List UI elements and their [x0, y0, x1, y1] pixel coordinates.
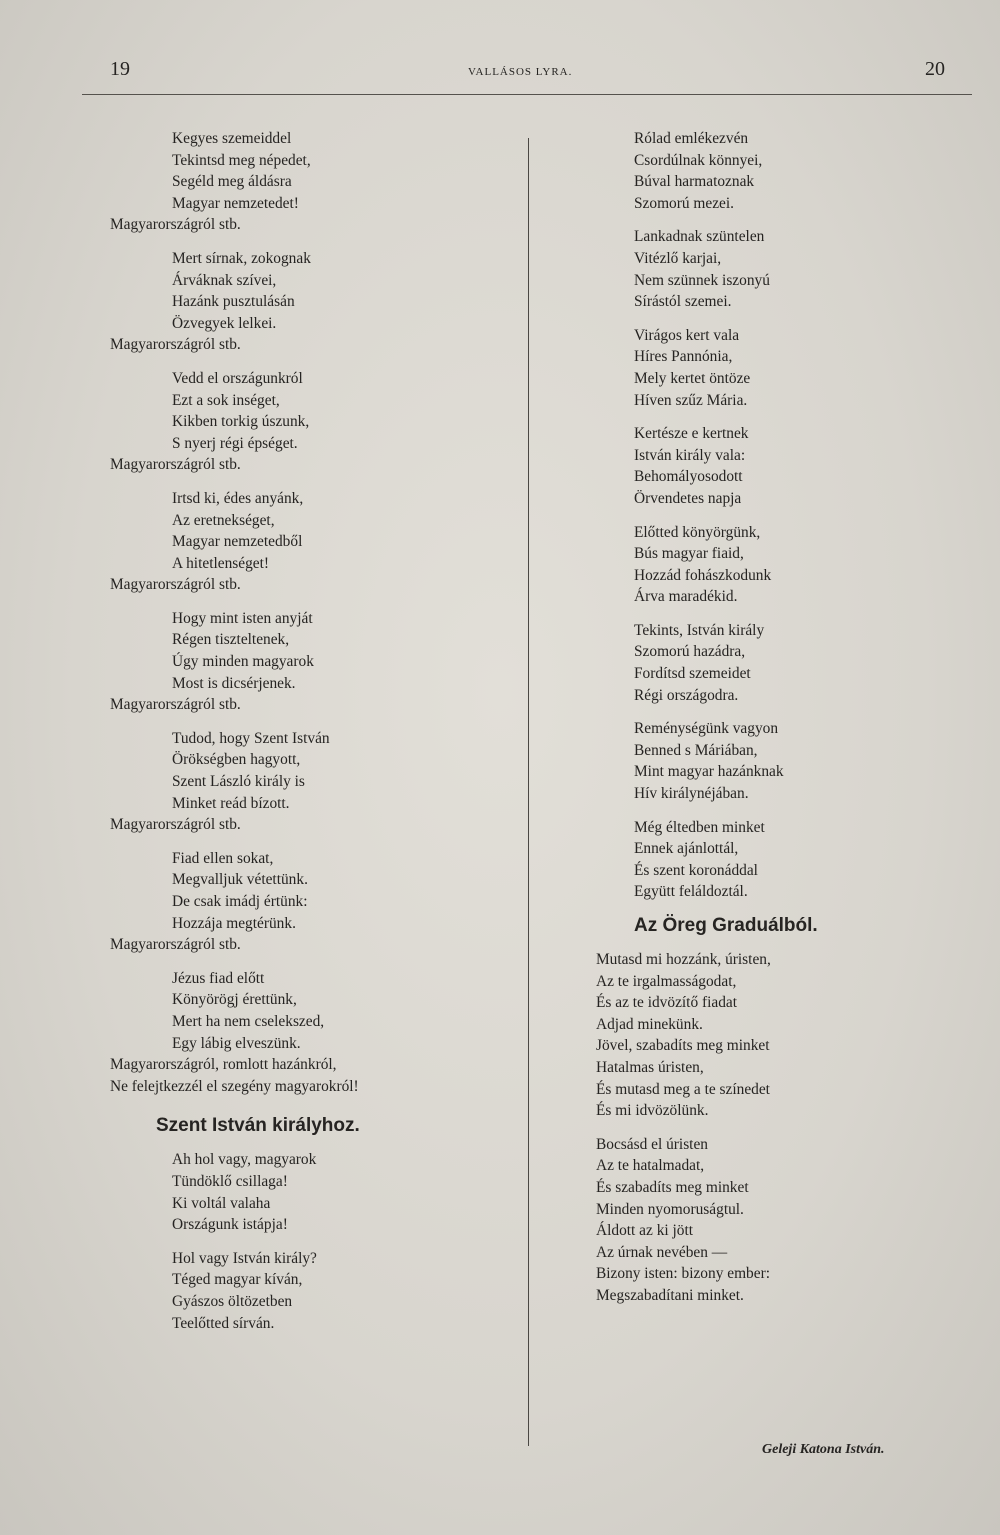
verse-line: A hitetlenséget! [172, 554, 270, 572]
verse-line: Irtsd ki, édes anyánk, [172, 489, 304, 507]
verse-line: Fiad ellen sokat, [172, 849, 274, 867]
refrain-line: Magyarországról stb. [110, 936, 241, 954]
verse-line: Ezt a sok inséget, [172, 391, 280, 409]
verse-line: Nem szünnek iszonyú [634, 271, 770, 289]
verse-line: Szent László király is [172, 773, 305, 791]
verse-line: Hozzája megtérünk. [172, 914, 296, 932]
verse-line: Szomorú mezei. [634, 194, 735, 212]
verse-line: Együtt feláldoztál. [634, 883, 748, 901]
refrain-line: Magyarországról stb. [110, 696, 241, 714]
verse-line: Hazánk pusztulásán [172, 293, 295, 311]
verse-line: Özvegyek lelkei. [172, 314, 277, 332]
verse-line: Mutasd mi hozzánk, úristen, [596, 951, 771, 968]
stanza [110, 488, 510, 596]
verse-line: Hozzád fohászkodunk [634, 566, 772, 584]
verse-line: Kikben torkig úszunk, [172, 413, 310, 431]
verse-line: Még éltedben minket [634, 818, 765, 836]
verse-line: Segéld meg áldásra [172, 173, 292, 191]
verse-line: Behomályosodott [634, 468, 743, 486]
stanza [110, 728, 510, 836]
verse-line: Országunk istápja! [172, 1216, 288, 1234]
verse-line: Mint magyar hazánknak [634, 763, 784, 781]
verse-line: Teelőtted sírván. [172, 1314, 275, 1332]
stanza [596, 1134, 976, 1307]
poem-title-oreg-gradual: Az Öreg Graduálból. [634, 915, 818, 936]
verse-line: Tündöklő csillaga! [172, 1172, 288, 1190]
verse-line: Mert sírnak, zokognak [172, 249, 311, 267]
verse-line: És szent koronáddal [634, 861, 758, 879]
verse-line: Minden nyomoruságtul. [596, 1200, 744, 1218]
verse-line: Virágos kert vala [634, 326, 740, 344]
verse-line: Híres Pannónia, [634, 348, 733, 366]
verse-line: Megvalljuk vétettünk. [172, 871, 308, 889]
verse-line: Minket reád bízott. [172, 794, 290, 812]
verse-line: Gyászos öltözetben [172, 1292, 293, 1310]
verse-line: Örökségben hagyott, [172, 751, 301, 769]
verse-line: Tudod, hogy Szent István [172, 729, 330, 747]
verse-line: Az úrnak nevében — [596, 1243, 728, 1261]
verse-line: Könyörögj érettünk, [172, 991, 297, 1009]
verse-line: Sírástól szemei. [634, 293, 732, 311]
stanza [596, 226, 976, 312]
stanza [110, 128, 510, 236]
verse-line: Régi országodra. [634, 686, 739, 704]
page-number-left: 19 [110, 58, 130, 80]
verse-line: Árva maradékid. [634, 588, 738, 606]
verse-line: Megszabadítani minket. [596, 1286, 744, 1304]
page-header [0, 58, 1000, 98]
refrain-line: Magyarországról stb. [110, 456, 241, 474]
verse-line: Hív királynéjában. [634, 785, 749, 803]
verse-line: Tekintsd meg népedet, [172, 151, 311, 169]
poem-title-szent-istvan: Szent István királyhoz. [156, 1115, 360, 1137]
verse-line: Árváknak szívei, [172, 271, 277, 289]
verse-line: Hogy mint isten anyját [172, 609, 313, 627]
verse-line: Magyar nemzetedből [172, 533, 303, 551]
verse-line: Hol vagy István király? [172, 1249, 317, 1267]
stanza [596, 718, 976, 804]
header-rule [82, 94, 972, 95]
verse-line: Jövel, szabadíts meg minket [596, 1037, 770, 1055]
stanza [110, 368, 510, 476]
refrain-line: Magyarországról stb. [110, 816, 241, 834]
verse-line: Bocsásd el úristen [596, 1135, 708, 1153]
verse-line: István király vala: [634, 446, 746, 464]
verse-line: Az te irgalmasságodat, [596, 972, 737, 990]
page-number-right: 20 [925, 58, 945, 80]
verse-line: Téged magyar kíván, [172, 1271, 303, 1289]
stanza [596, 128, 976, 214]
verse-line: Bús magyar fiaid, [634, 545, 744, 563]
stanza [110, 608, 510, 716]
refrain-line: Ne felejtkezzél el szegény magyarokról! [110, 1077, 359, 1095]
verse-line: Rólad emlékezvén [634, 130, 749, 147]
verse-line: Áldott az ki jött [596, 1222, 694, 1240]
verse-line: Ah hol vagy, magyarok [172, 1151, 317, 1169]
attribution: Geleji Katona István. [762, 1442, 885, 1457]
verse-line: Szomorú hazádra, [634, 643, 746, 661]
verse-line: Hatalmas úristen, [596, 1058, 704, 1076]
verse-line: Benned s Máriában, [634, 741, 758, 759]
verse-line: És mi idvözölünk. [596, 1102, 709, 1120]
right-column [596, 128, 976, 1319]
verse-line: Örvendetes napja [634, 489, 742, 507]
stanza [110, 1149, 510, 1235]
verse-line: Mely kertet öntöze [634, 369, 751, 387]
verse-line: Az eretnekséget, [172, 511, 275, 529]
verse-line: Régen tiszteltenek, [172, 631, 290, 649]
left-column [110, 128, 510, 1346]
stanza [110, 968, 510, 1098]
verse-line: És az te idvözítő fiadat [596, 994, 738, 1012]
verse-line: Ki voltál valaha [172, 1194, 271, 1212]
verse-line: Csordúlnak könnyei, [634, 151, 763, 169]
refrain-line: Magyarországról, romlott hazánkról, [110, 1056, 337, 1074]
verse-line: Reménységünk vagyon [634, 720, 779, 738]
stanza [596, 817, 976, 903]
stanza [110, 248, 510, 356]
stanza [596, 522, 976, 608]
verse-line: Bizony isten: bizony ember: [596, 1265, 770, 1283]
stanza [596, 620, 976, 706]
refrain-line: Magyarországról stb. [110, 336, 241, 354]
verse-line: Kertésze e kertnek [634, 425, 749, 443]
stanza [596, 423, 976, 509]
stanza [110, 1248, 510, 1334]
verse-line: Most is dicsérjenek. [172, 674, 296, 692]
running-title: VALLÁSOS LYRA. [468, 66, 573, 78]
refrain-line: Magyarországról stb. [110, 576, 241, 594]
verse-line: Híven szűz Mária. [634, 391, 748, 409]
verse-line: Vitézlő karjai, [634, 249, 722, 267]
verse-line: Búval harmatoznak [634, 173, 755, 191]
stanza [596, 325, 976, 411]
verse-line: De csak imádj értünk: [172, 893, 308, 910]
column-divider [528, 138, 529, 1446]
verse-line: Kegyes szemeiddel [172, 130, 292, 147]
verse-line: Lankadnak szüntelen [634, 228, 765, 246]
verse-line: És mutasd meg a te színedet [596, 1080, 770, 1098]
verse-line: Ennek ajánlottál, [634, 840, 739, 858]
verse-line: Mert ha nem cselekszed, [172, 1012, 325, 1030]
refrain-line: Magyarországról stb. [110, 216, 241, 234]
stanza [596, 949, 976, 1122]
verse-line: Egy lábig elveszünk. [172, 1034, 301, 1052]
stanza [110, 848, 510, 956]
verse-line: Az te hatalmadat, [596, 1157, 705, 1175]
verse-line: És szabadíts meg minket [596, 1178, 749, 1196]
verse-line: Úgy minden magyarok [172, 653, 314, 671]
verse-line: Előtted könyörgünk, [634, 523, 761, 541]
verse-line: Fordítsd szemeidet [634, 665, 751, 683]
verse-line: Magyar nemzetedet! [172, 194, 299, 212]
verse-line: S nyerj régi épséget. [172, 434, 298, 452]
verse-line: Tekints, István király [634, 621, 765, 639]
verse-line: Vedd el országunkról [172, 369, 303, 387]
verse-line: Adjad minekünk. [596, 1015, 703, 1033]
verse-line: Jézus fiad előtt [172, 969, 265, 987]
